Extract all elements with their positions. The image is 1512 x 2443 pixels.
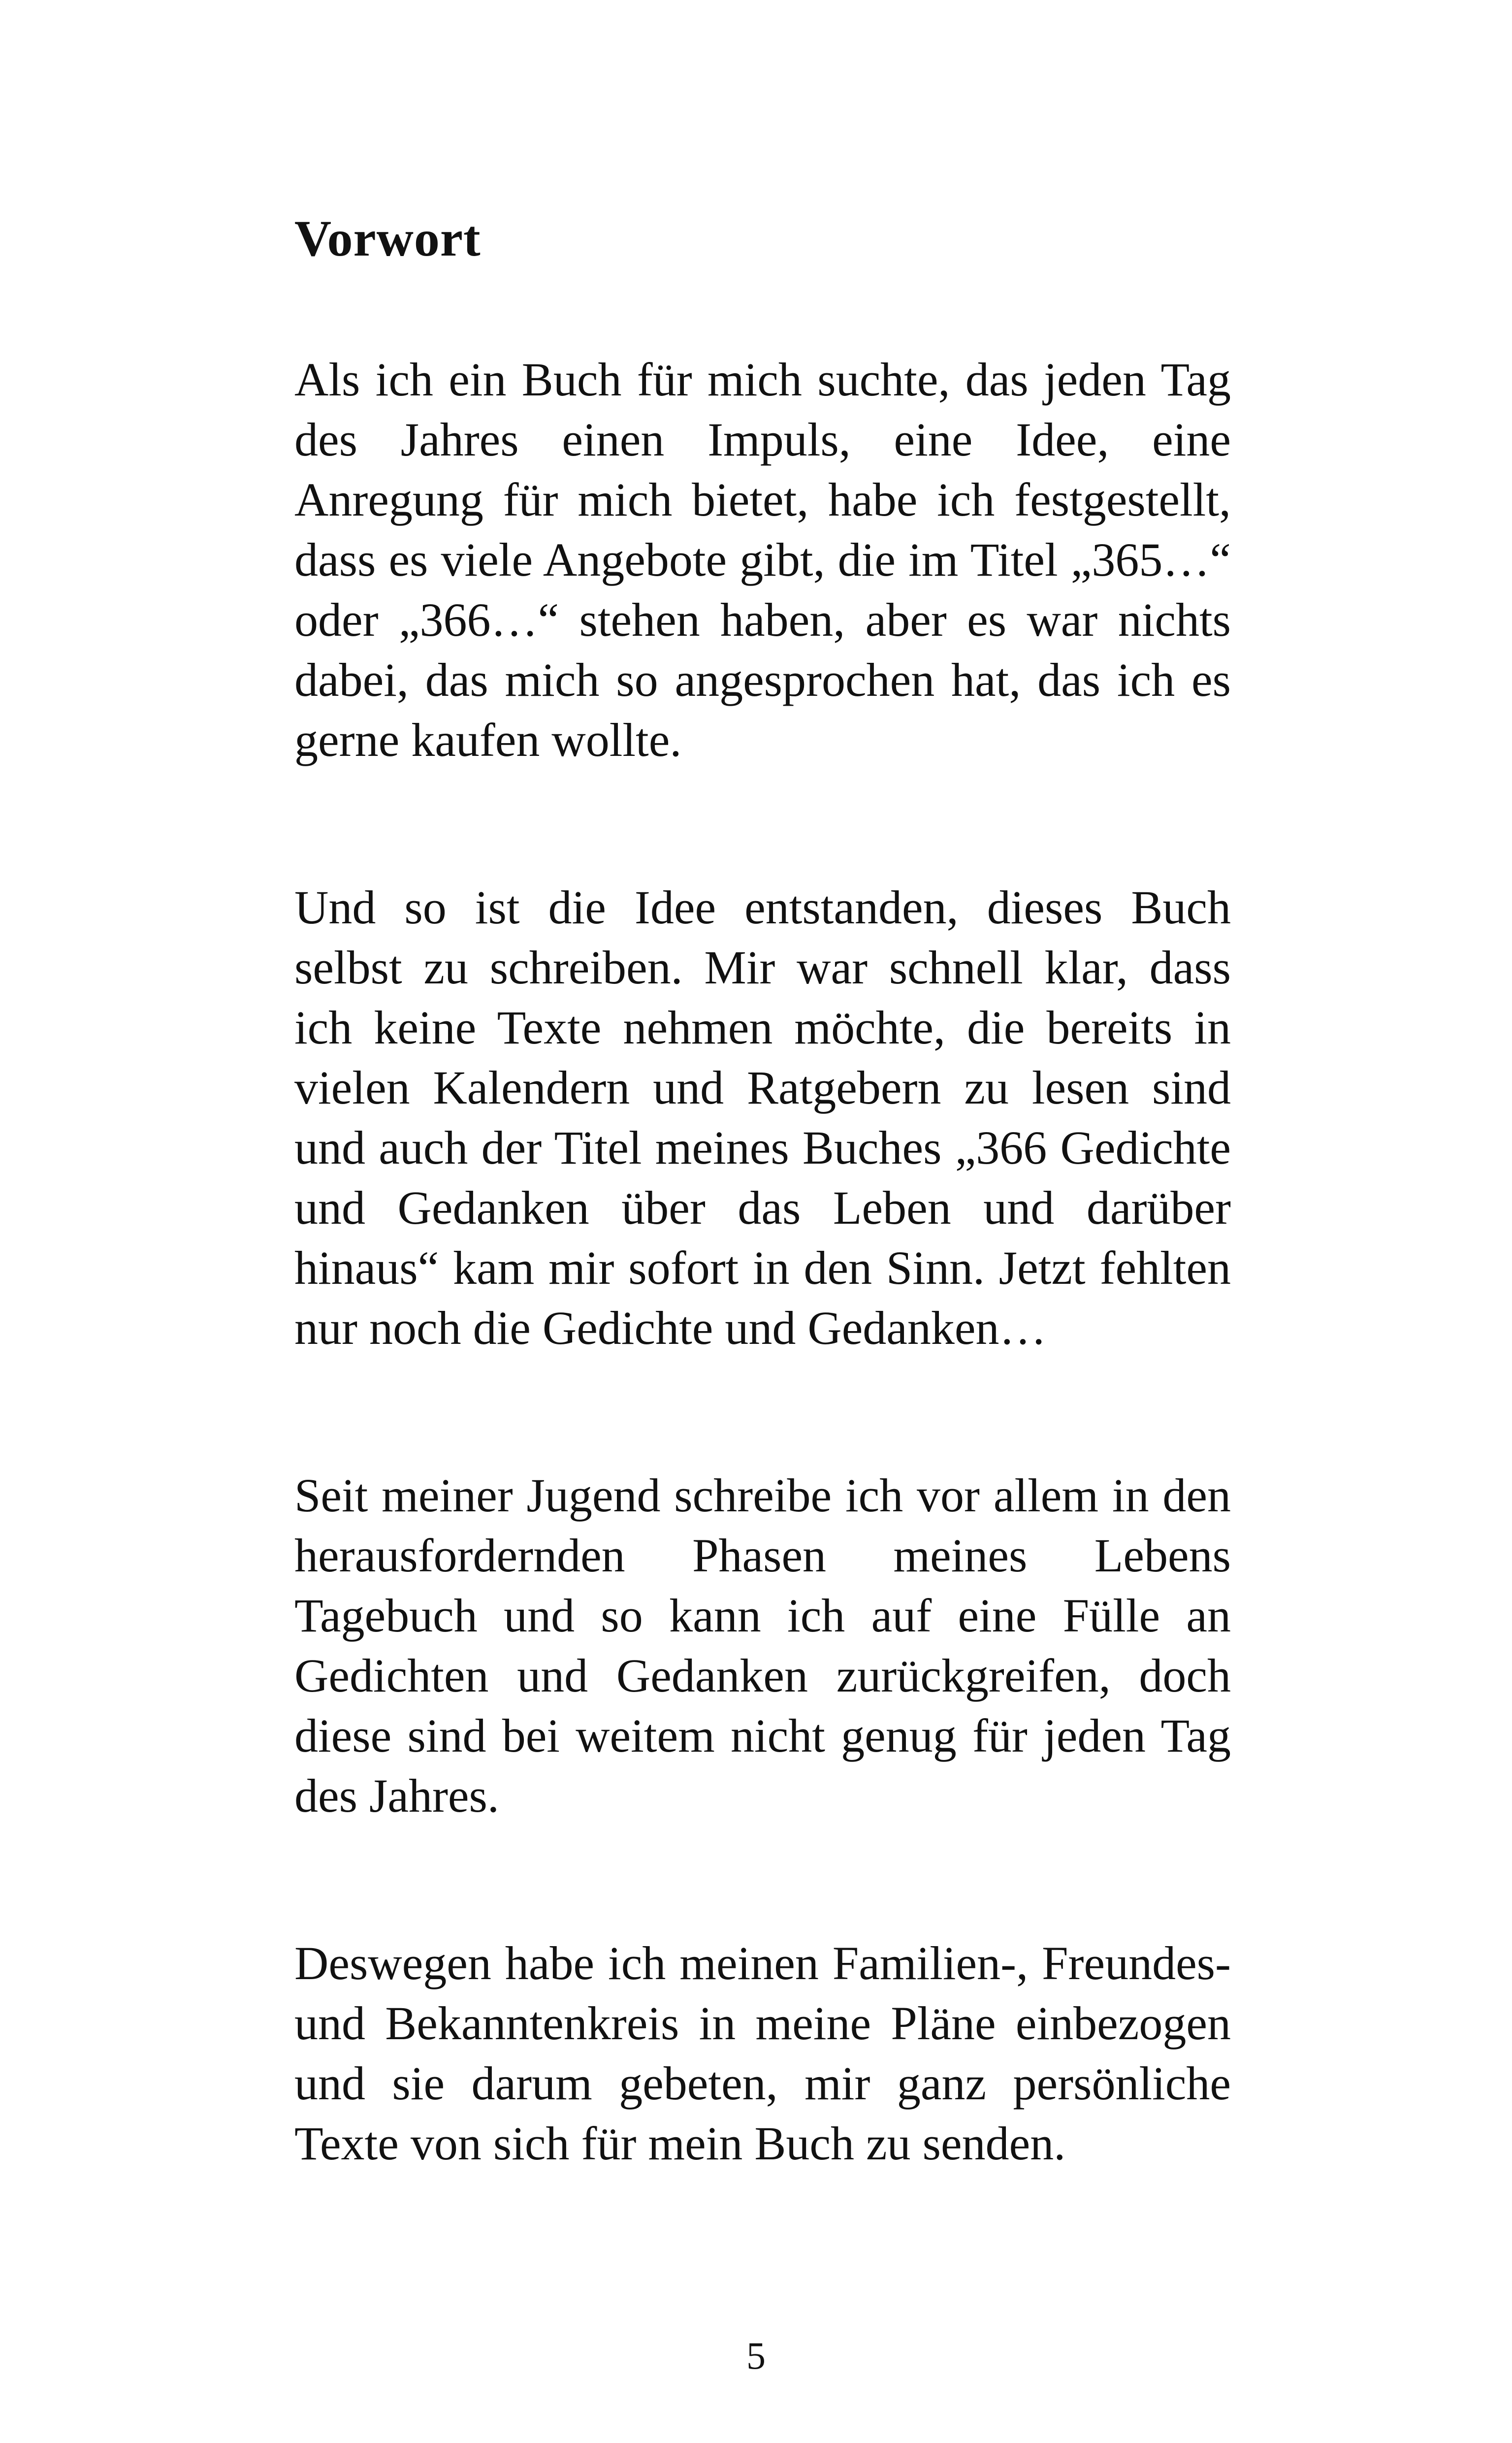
paragraph-3: Seit meiner Jugend schreibe ich vor allem in den herausfordernden Phasen meines Lebens Tagebuch und so kann ich auf eine Fülle an Gedichten und Gedanken zurückgreifen, doch diese sind bei weitem nicht genug für jeden Tag des Jahres. <box>294 1469 1231 1822</box>
page-content <box>294 202 1231 2174</box>
paragraph-2: Und so ist die Idee entstanden, dieses Buch selbst zu schreiben. Mir war schnell klar, dass ich keine Texte nehmen möchte, die bereits in vielen Kalendern und Ratgebern zu lesen sind und auch der Titel meines Buches „366 Gedichte und Gedanken über das Leben und darüber hinaus“ kam mir sofort in den Sinn. Jetzt fehlten nur noch die Gedichte und Gedanken… <box>294 881 1231 1354</box>
paragraph-1: Als ich ein Buch für mich suchte, das jeden Tag des Jahres einen Impuls, eine Idee, eine Anregung für mich bietet, habe ich festgestellt, dass es viele Angebote gibt, die im Titel „365…“ oder „366…“ stehen haben, aber es war nichts dabei, das mich so angesprochen hat, das ich es gerne kaufen wollte. <box>294 353 1231 766</box>
chapter-heading: Vorwort <box>294 210 481 267</box>
body-text <box>294 350 1231 2174</box>
page-number: 5 <box>746 2334 766 2377</box>
paragraph-4: Deswegen habe ich meinen Familien-, Freundes- und Bekanntenkreis in meine Pläne einbezogen und sie darum gebeten, mir ganz persönliche Texte von sich für mein Buch zu senden. <box>294 1937 1231 2170</box>
